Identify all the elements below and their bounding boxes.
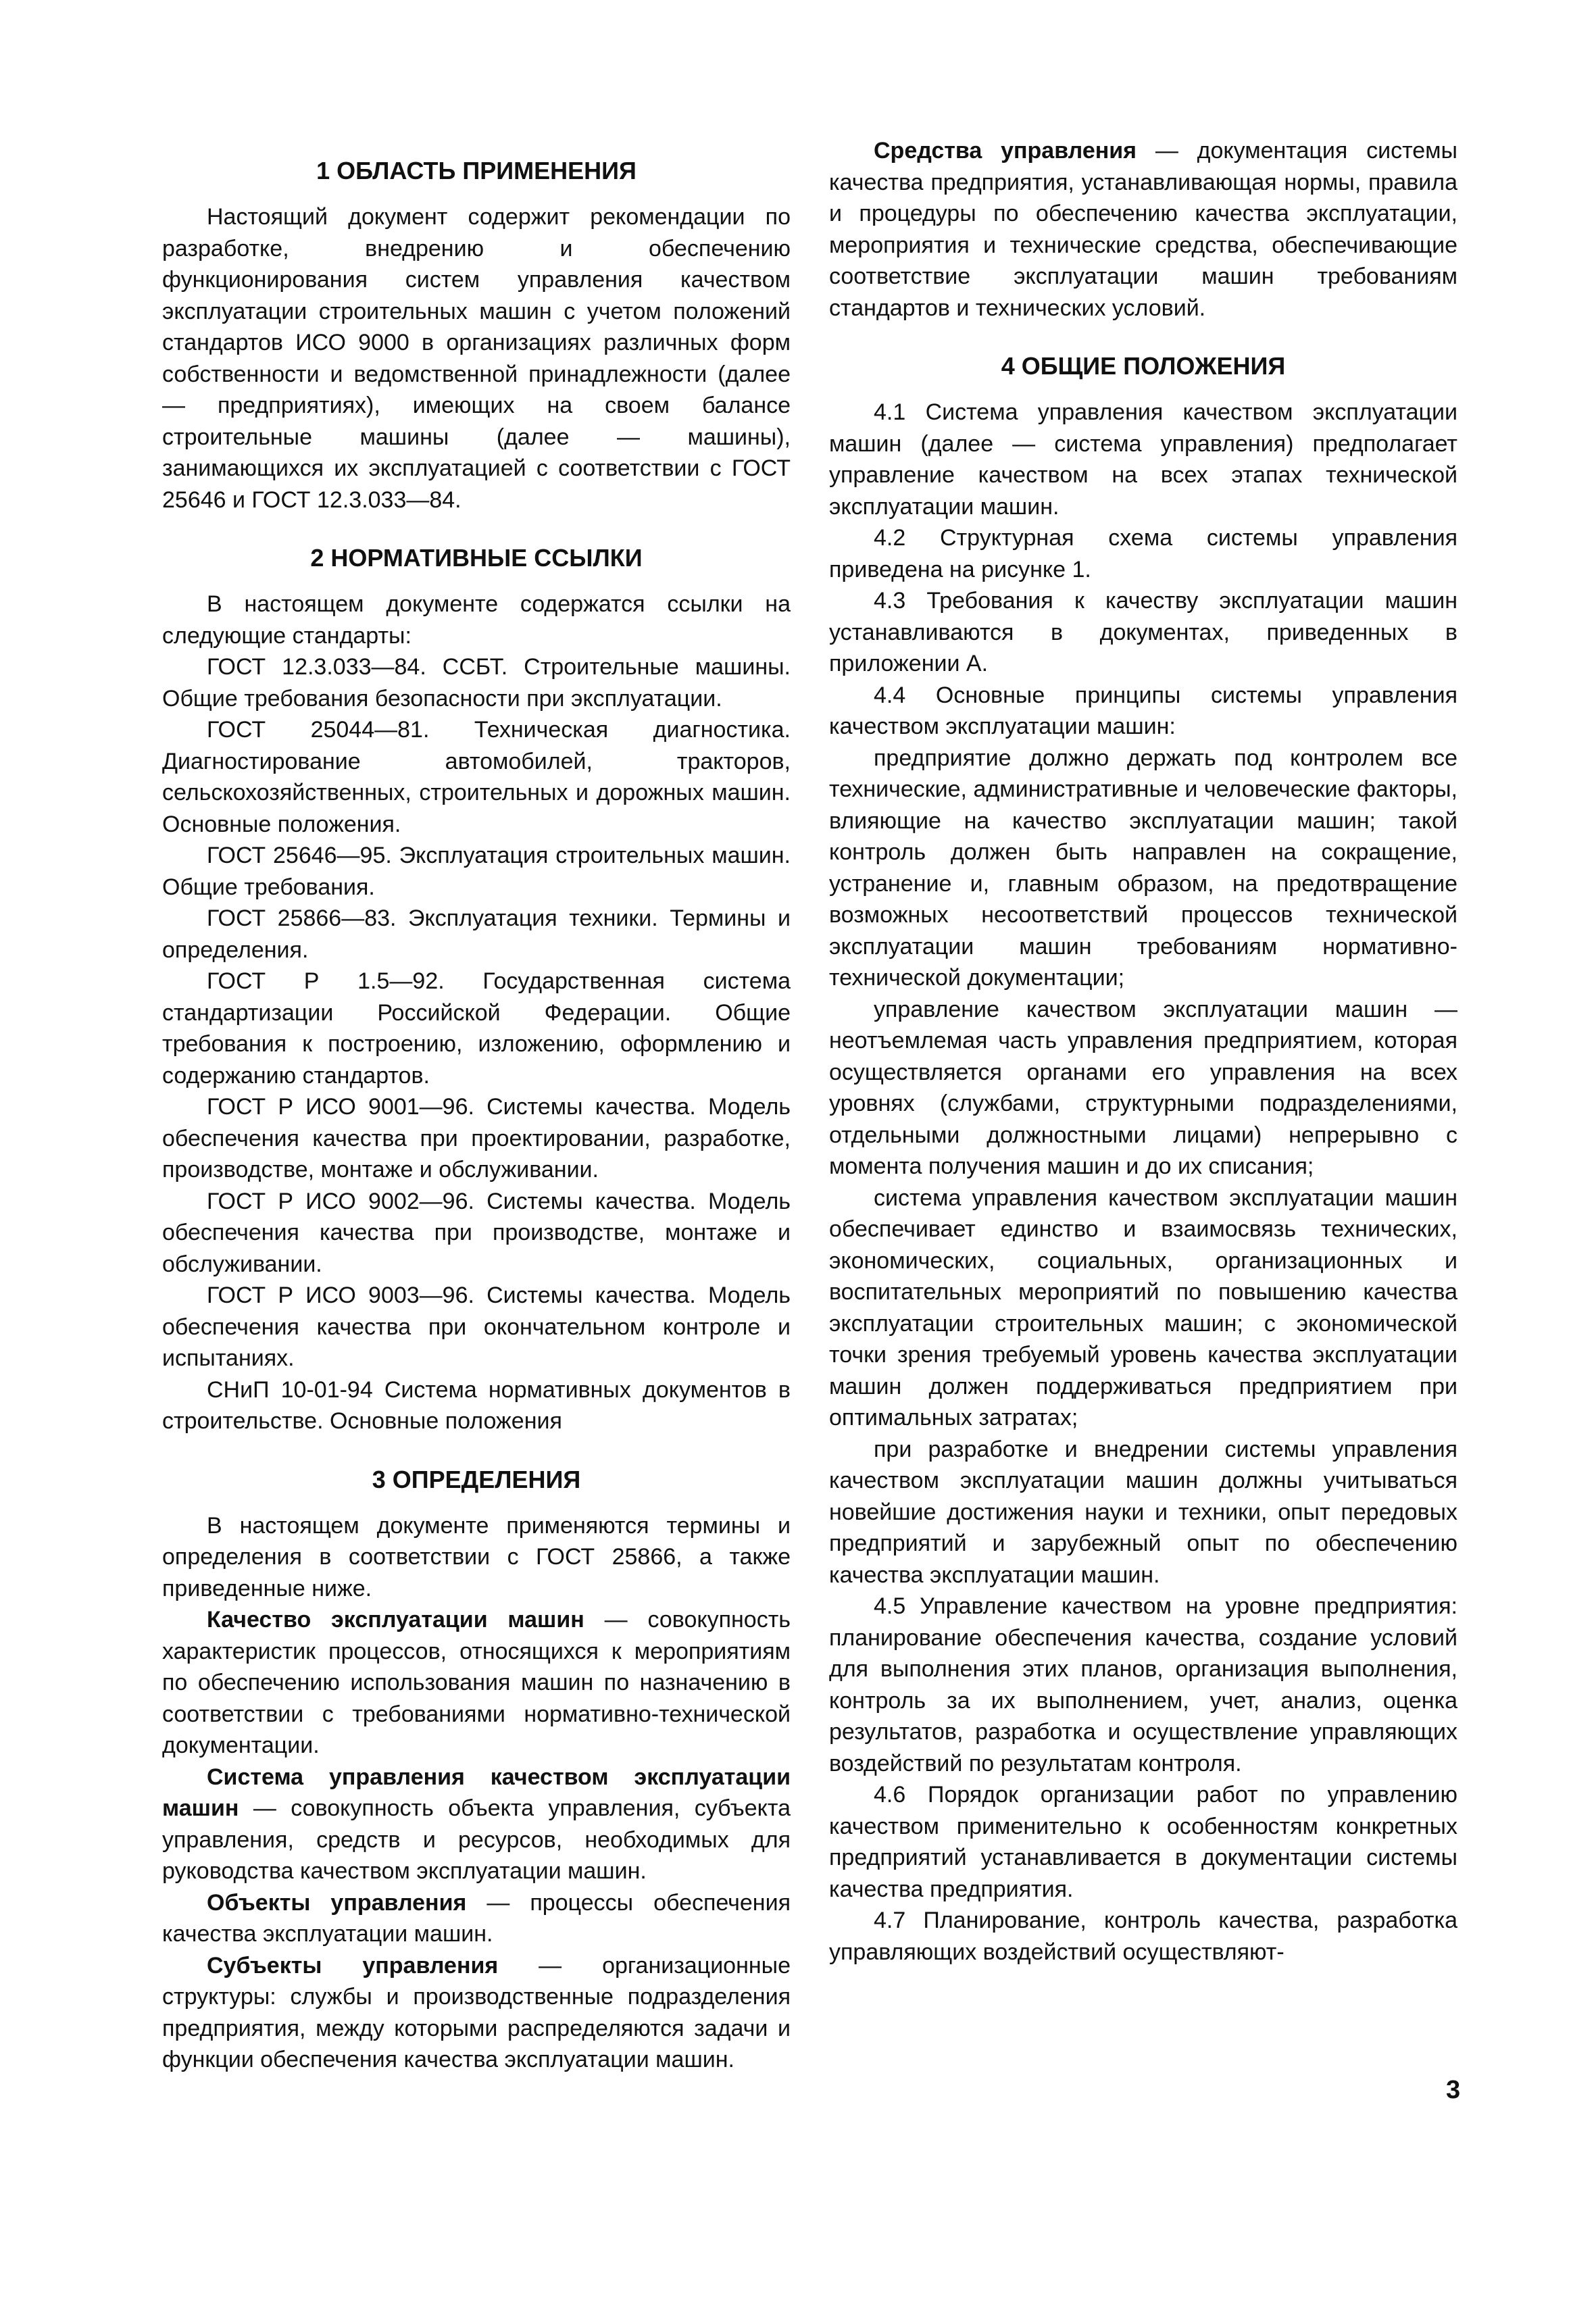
reference-item: ГОСТ 12.3.033—84. ССБТ. Строительные машины. Общие требования безопасности при эксплуатации. xyxy=(162,654,791,712)
definition-term: Качество эксплуатации машин xyxy=(207,1607,584,1633)
principle-item: предприятие должно держать под контролем все технические, административные и человеческие факторы, влияющие на качество эксплуатации машин; такой контроль должен быть направлен на сокращение, устранение и, главным образом, на предотвращение возможных несоответствий процессов технической эксплуатации машин требованиям нормативно-технической документации; xyxy=(829,745,1457,991)
section-1-paragraph: Настоящий документ содержит рекомендации по разработке, внедрению и обеспечению функционирования систем управления качеством эксплуатации строительных машин с учетом положений стандартов ИСО 9000 в организациях различных форм собственности и ведомственной принадлежности (далее — предприятиях), имеющих на своем балансе строительные машины (далее — машины), занимающихся их эксплуатацией с соответствии с ГОСТ 25646 и ГОСТ 12.3.033—84. xyxy=(162,204,791,513)
definition-item xyxy=(162,1950,791,2076)
right-column xyxy=(829,135,1457,1968)
reference-item: ГОСТ Р ИСО 9001—96. Системы качества. Модель обеспечения качества при проектировании, разработке, производстве, монтаже и обслуживании. xyxy=(162,1094,791,1183)
section-3-intro: В настоящем документе применяются термины и определения в соответствии с ГОСТ 25866, а также приведенные ниже. xyxy=(162,1512,791,1601)
clause-4-5: 4.5 Управление качеством на уровне предприятия: планирование обеспечения качества, создание условий для выполнения этих планов, организация выполнения, контроль за их выполнением, учет, анализ, оценка результатов, разработка и осуществление управляющих воздействий по результатам контроля. xyxy=(829,1593,1457,1776)
definition-term: Система управления качеством эксплуатации машин xyxy=(162,1764,791,1821)
section-2-intro: В настоящем документе содержатся ссылки на следующие стандарты: xyxy=(162,591,791,649)
definition-text: — организационные структуры: службы и производственные подразделения предприятия, между которыми распределяются задачи и функции обеспечения качества эксплуатации машин. xyxy=(162,1952,791,2072)
clause-4-6: 4.6 Порядок организации работ по управлению качеством применительно к особенностям конкретных предприятий устанавливается в документации системы качества предприятия. xyxy=(829,1782,1457,1902)
principle-item: система управления качеством эксплуатации машин обеспечивает единство и взаимосвязь технических, экономических, социальных, организационных и воспитательных мероприятий по повышению качества эксплуатации строительных машин; с экономической точки зрения требуемый уровень качества эксплуатации машин должен поддерживаться предприятием при оптимальных затратах; xyxy=(829,1185,1457,1430)
reference-item: ГОСТ 25866—83. Эксплуатация техники. Термины и определения. xyxy=(162,905,791,963)
definition-text: — совокупность объекта управления, субъекта управления, средств и ресурсов, необходимых для руководства качеством эксплуатации машин. xyxy=(162,1795,791,1884)
definition-term: Субъекты управления xyxy=(207,1952,499,1978)
section-2-heading: 2 НОРМАТИВНЫЕ ССЫЛКИ xyxy=(310,544,643,572)
definition-term: Средства управления xyxy=(874,138,1137,164)
definition-item xyxy=(162,1887,791,1950)
definition-text: — совокупность характеристик процессов, относящихся к мероприятиям по обеспечению использования машин по назначению в соответствии с требованиями нормативно-технической документации. xyxy=(162,1607,791,1758)
reference-item: ГОСТ Р ИСО 9003—96. Системы качества. Модель обеспечения качества при окончательном контроле и испытаниях. xyxy=(162,1283,791,1371)
page-number: 3 xyxy=(1446,2076,1461,2104)
principle-item: управление качеством эксплуатации машин — неотъемлемая часть управления предприятием, которая осуществляется органами его управления на всех уровнях (службами, структурными подразделениями, отдельными должностными лицами) непрерывно с момента получения машин и до их списания; xyxy=(829,996,1457,1179)
reference-item: СНиП 10-01-94 Система нормативных документов в строительстве. Основные положения xyxy=(162,1376,791,1434)
clause-4-2: 4.2 Структурная схема системы управления приведена на рисунке 1. xyxy=(829,525,1457,582)
reference-item: ГОСТ 25646—95. Эксплуатация строительных машин. Общие требования. xyxy=(162,843,791,900)
clause-4-7: 4.7 Планирование, контроль качества, разработка управляющих воздействий осуществляют- xyxy=(829,1908,1457,1965)
clause-4-3: 4.3 Требования к качеству эксплуатации машин устанавливаются в документах, приведенных в приложении А. xyxy=(829,588,1457,676)
principle-item: при разработке и внедрении системы управления качеством эксплуатации машин должны учитываться новейшие достижения науки и техники, опыт передовых предприятий и зарубежный опыт по обеспечению качества эксплуатации машин. xyxy=(829,1436,1457,1588)
reference-item: ГОСТ Р 1.5—92. Государственная система стандартизации Российской Федерации. Общие требования к построению, изложению, оформлению и содержанию стандартов. xyxy=(162,968,791,1089)
section-1-heading: 1 ОБЛАСТЬ ПРИМЕНЕНИЯ xyxy=(316,157,637,184)
definition-item xyxy=(162,1762,791,1887)
reference-item: ГОСТ 25044—81. Техническая диагностика. Диагностирование автомобилей, тракторов, сельскохозяйственных, строительных и дорожных машин. Основные положения. xyxy=(162,717,791,837)
clause-4-4: 4.4 Основные принципы системы управления качеством эксплуатации машин: xyxy=(829,682,1457,739)
section-4-heading: 4 ОБЩИЕ ПОЛОЖЕНИЯ xyxy=(1001,352,1286,380)
clause-4-1: 4.1 Система управления качеством эксплуатации машин (далее — система управления) предполагает управление качеством на всех этапах технической эксплуатации машин. xyxy=(829,399,1457,520)
definition-item xyxy=(162,1604,791,1762)
definition-term: Объекты управления xyxy=(207,1889,467,1916)
definition-item xyxy=(829,135,1457,324)
left-column xyxy=(162,135,791,2076)
definition-text: — процессы обеспечения качества эксплуатации машин. xyxy=(162,1889,791,1947)
reference-item: ГОСТ Р ИСО 9002—96. Системы качества. Модель обеспечения качества при производстве, монтаже и обслуживании. xyxy=(162,1188,791,1277)
section-3-heading: 3 ОПРЕДЕЛЕНИЯ xyxy=(372,1465,581,1493)
definition-text: — документация системы качества предприятия, устанавливающая нормы, правила и процедуры по обеспечению качества эксплуатации, мероприятия и технические средства, обеспечивающие соответствие эксплуатации машин требованиям стандартов и технических условий. xyxy=(829,138,1457,321)
